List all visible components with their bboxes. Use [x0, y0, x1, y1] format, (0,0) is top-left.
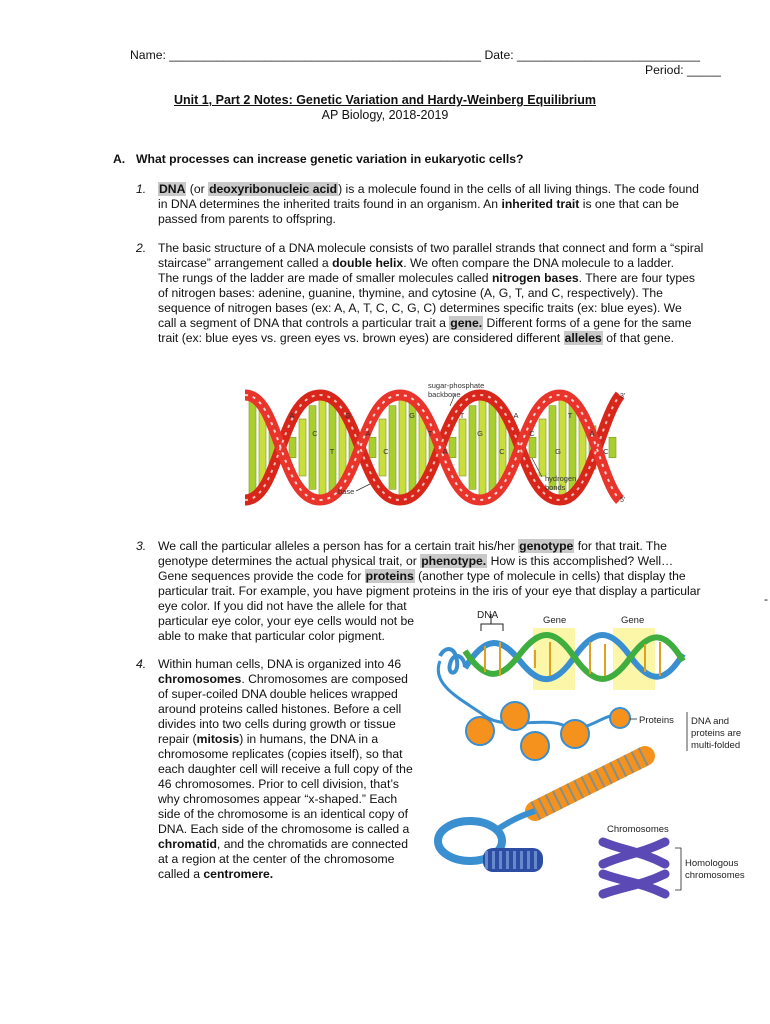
item-4-line-6	[158, 732, 413, 747]
term-inherited-trait: inherited trait	[501, 197, 580, 211]
page-title: Unit 1, Part 2 Notes: Genetic Variation and Hardy-Weinberg Equilibrium	[173, 93, 597, 107]
base-pair-rung	[449, 437, 456, 458]
item-4-line-14: at a region at the center of the chromosome	[158, 852, 395, 866]
base-letter: G	[477, 429, 483, 438]
label-sugar-phosphate: sugar-phosphate	[428, 381, 485, 390]
page-subtitle: AP Biology, 2018-2019	[321, 108, 449, 122]
item-3-number: 3.	[136, 539, 147, 553]
date-blank: ___________________________	[517, 48, 701, 62]
item-2-text	[158, 241, 703, 346]
item-1-text-run: ) is a molecule found in the cells of all living things. The code found	[338, 182, 699, 196]
base-letter: A	[289, 411, 295, 420]
section-a-heading: What processes can increase genetic variation in eukaryotic cells?	[136, 152, 524, 166]
item-3-line-1	[158, 539, 701, 554]
item-1-line-1	[158, 182, 699, 197]
label-homologous-chromosomes: chromosomes	[685, 870, 745, 881]
base-letter: T	[567, 411, 573, 420]
item-4-line-11: side of the chromosome is an identical copy of	[158, 807, 408, 821]
term-chromatid: chromatid	[158, 837, 217, 851]
label-proteins-are: proteins are	[691, 728, 742, 739]
item-1-line-3: passed from parents to offspring.	[158, 212, 336, 226]
base-pair-rung	[299, 419, 306, 476]
base-letter: T	[329, 447, 335, 456]
item-2-line-5: sequence of nitrogen bases (ex: A, A, T, C, C, G, C) determines specific traits (ex: blue eyes). We	[158, 301, 682, 315]
histone-bead	[561, 720, 589, 748]
item-1-number: 1.	[136, 182, 147, 196]
base-pair-rung	[249, 401, 256, 494]
base-letter: A	[589, 429, 595, 438]
item-2-text-run: Different forms of a gene for the same	[483, 316, 692, 330]
histone-bead	[466, 717, 494, 745]
dna-double-helix-figure	[240, 380, 630, 510]
base-letter: G	[345, 411, 351, 420]
label-bonds: bonds	[545, 483, 566, 492]
item-2-line-4: of nitrogen bases: adenine, guanine, thymine, and cytosine (A, G, T, and C, respectively). The	[158, 286, 663, 300]
item-2-number: 2.	[136, 241, 147, 255]
item-4-line-3: of super-coiled DNA double helices wrapped	[158, 687, 398, 701]
term-centromere: centromere.	[203, 867, 274, 881]
term-genotype: genotype	[519, 539, 574, 553]
base-letter: C	[603, 447, 609, 456]
term-chromosomes: chromosomes	[158, 672, 242, 686]
histone-bead	[501, 702, 529, 730]
item-4-text-run: . Chromosomes are composed	[241, 672, 408, 686]
item-1-text-run: (or	[186, 182, 209, 196]
homologous-bracket	[675, 848, 681, 890]
item-4-line-10: why chromosomes appear “x-shaped.” Each	[158, 792, 398, 806]
item-4-text-run: called a	[158, 867, 204, 881]
item-1-text	[158, 182, 699, 227]
label-proteins: Proteins	[639, 715, 674, 726]
item-2-text-run: . There are four types	[578, 271, 695, 285]
base-pair-rung	[479, 399, 486, 495]
base-letter: T	[427, 429, 433, 438]
item-2-line-2	[158, 256, 703, 271]
item-4-line-15	[158, 867, 413, 882]
histone-bead	[521, 732, 549, 760]
section-a-marker: A.	[113, 152, 126, 166]
item-2-text-run: staircase” arrangement called a	[158, 256, 333, 270]
chromosome-packaging-figure	[425, 606, 760, 911]
item-4-text-run: repair (	[158, 732, 197, 746]
label-gene-1: Gene	[543, 615, 567, 626]
label-dna: DNA	[477, 610, 499, 621]
item-4-line-12: DNA. Each side of the chromosome is called a	[158, 822, 410, 836]
label-homologous: Homologous	[685, 858, 739, 869]
name-label: Name:	[130, 48, 170, 62]
base-pair-rung	[459, 419, 466, 476]
label-3-prime: 3'	[620, 393, 626, 400]
base-letter: G	[409, 411, 415, 420]
base-letter: C	[529, 429, 535, 438]
base-pair-rung	[389, 406, 396, 490]
histone-beads	[466, 702, 630, 760]
term-nitrogen-bases: nitrogen bases	[491, 271, 579, 285]
term-gene: gene.	[450, 316, 483, 330]
item-3-line-5: eye color. If you did not have the allele for that	[158, 599, 407, 613]
period-line: Period: _____	[645, 63, 721, 77]
item-3-text-run: How is this accomplished? Well…	[487, 554, 674, 568]
base-letter: G	[555, 447, 561, 456]
label-chromosomes: Chromosomes	[607, 824, 669, 835]
item-2-line-7	[158, 331, 703, 346]
item-3-line-3	[158, 569, 701, 584]
term-deoxyribonucleic-acid: deoxyribonucleic acid	[209, 182, 338, 196]
item-3-line-4: particular trait. For example, you have pigment proteins in the iris of your eye that display a particular	[158, 584, 701, 598]
label-hydrogen: hydrogen	[545, 474, 577, 483]
base-letter: A	[365, 429, 371, 438]
base-pair-rung	[319, 399, 326, 495]
base-pair-rung	[529, 437, 536, 458]
base-pair-rung	[489, 401, 496, 494]
item-4-text-run: , and the chromatids are connected	[216, 837, 408, 851]
name-blank: ______________________________________________	[169, 48, 482, 62]
item-1-text-run: in DNA determines the inherited traits found in an organism. An	[158, 197, 502, 211]
term-phenotype: phenotype.	[421, 554, 487, 568]
item-2-text-run: of that gene.	[602, 331, 674, 345]
term-dna: DNA	[159, 182, 186, 196]
base-letter: C	[312, 429, 318, 438]
name-date-line	[130, 48, 700, 63]
item-4-line-7: chromosome replicates (copies itself), so that	[158, 747, 403, 761]
base-leader-line	[356, 484, 370, 491]
item-4-line-4: around proteins called histones. Before a cell	[158, 702, 402, 716]
item-3-text-run: We call the particular alleles a person has for a certain trait his/her	[158, 539, 519, 553]
item-2-text-run: The rungs of the ladder are made of smaller molecules called	[158, 271, 492, 285]
item-3-text-run: genotype determines the actual physical trait, or	[158, 554, 421, 568]
term-double-helix: double helix	[332, 256, 404, 270]
item-4-line-5: divides into two cells during growth or tissue	[158, 717, 396, 731]
item-4-text-run: ) in humans, the DNA in a	[239, 732, 379, 746]
base-letter: C	[499, 447, 505, 456]
item-4-line-8: each daughter cell will receive a full copy of the	[158, 762, 413, 776]
base-pair-rung	[369, 437, 376, 458]
margin-mark: -	[764, 592, 769, 606]
label-base: base	[338, 487, 355, 496]
base-letter: A	[442, 447, 448, 456]
label-backbone: backbone	[428, 390, 461, 399]
term-proteins: proteins	[365, 569, 414, 583]
item-3-line-6: particular eye color, your eye cells would not be	[158, 614, 415, 628]
term-alleles: alleles	[564, 331, 602, 345]
dna-bracket	[481, 624, 503, 631]
item-2-text-run: trait (ex: blue eyes vs. green eyes vs. brown eyes) are considered different	[158, 331, 564, 345]
base-pair-rung	[309, 406, 316, 490]
item-4-text	[158, 657, 413, 882]
base-pair-rung	[399, 399, 406, 495]
label-dna-and: DNA and	[691, 716, 730, 727]
item-2-text-run: call a segment of DNA that controls a particular trait a	[158, 316, 450, 330]
base-pair-rung	[289, 437, 296, 458]
item-3-text-run: for that trait. The	[574, 539, 667, 553]
item-3-text-run: Gene sequences provide the code for	[158, 569, 365, 583]
item-3-line-2	[158, 554, 701, 569]
item-3-text-run: (another type of molecule in cells) that display the	[414, 569, 686, 583]
label-5-prime: 5'	[620, 497, 626, 504]
homologous-chromosome-2	[603, 874, 665, 894]
item-2-line-3	[158, 271, 703, 286]
histone-bead	[610, 708, 630, 728]
homologous-chromosome-1	[603, 842, 665, 864]
item-2-line-6	[158, 316, 703, 331]
base-pair-rung	[469, 406, 476, 490]
item-4-number: 4.	[136, 657, 147, 671]
label-gene-2: Gene	[621, 615, 645, 626]
item-2-line-1: The basic structure of a DNA molecule consists of two parallel strands that connect and form a “spiral	[158, 241, 704, 255]
coiled-dna	[440, 649, 465, 673]
base-pair-rung	[539, 419, 546, 476]
base-letter: C	[383, 447, 389, 456]
base-letter: A	[513, 411, 519, 420]
term-mitosis: mitosis	[196, 732, 240, 746]
item-3-line-7: able to make that particular color pigment.	[158, 629, 385, 643]
label-multi-folded: multi-folded	[691, 740, 741, 751]
item-4-line-1: Within human cells, DNA is organized into 46	[158, 657, 402, 671]
coiled-connector	[495, 811, 535, 831]
date-label: Date:	[481, 48, 517, 62]
base-pair-rung	[609, 437, 616, 458]
item-1-line-2	[158, 197, 699, 212]
item-1-text-run: is one that can be	[579, 197, 679, 211]
base-letter: T	[459, 411, 465, 420]
item-4-line-9: 46 chromosomes. Prior to cell division, that’s	[158, 777, 399, 791]
item-2-text-run: . We often compare the DNA molecule to a ladder.	[403, 256, 674, 270]
item-4-line-13	[158, 837, 413, 852]
item-4-line-2	[158, 672, 413, 687]
